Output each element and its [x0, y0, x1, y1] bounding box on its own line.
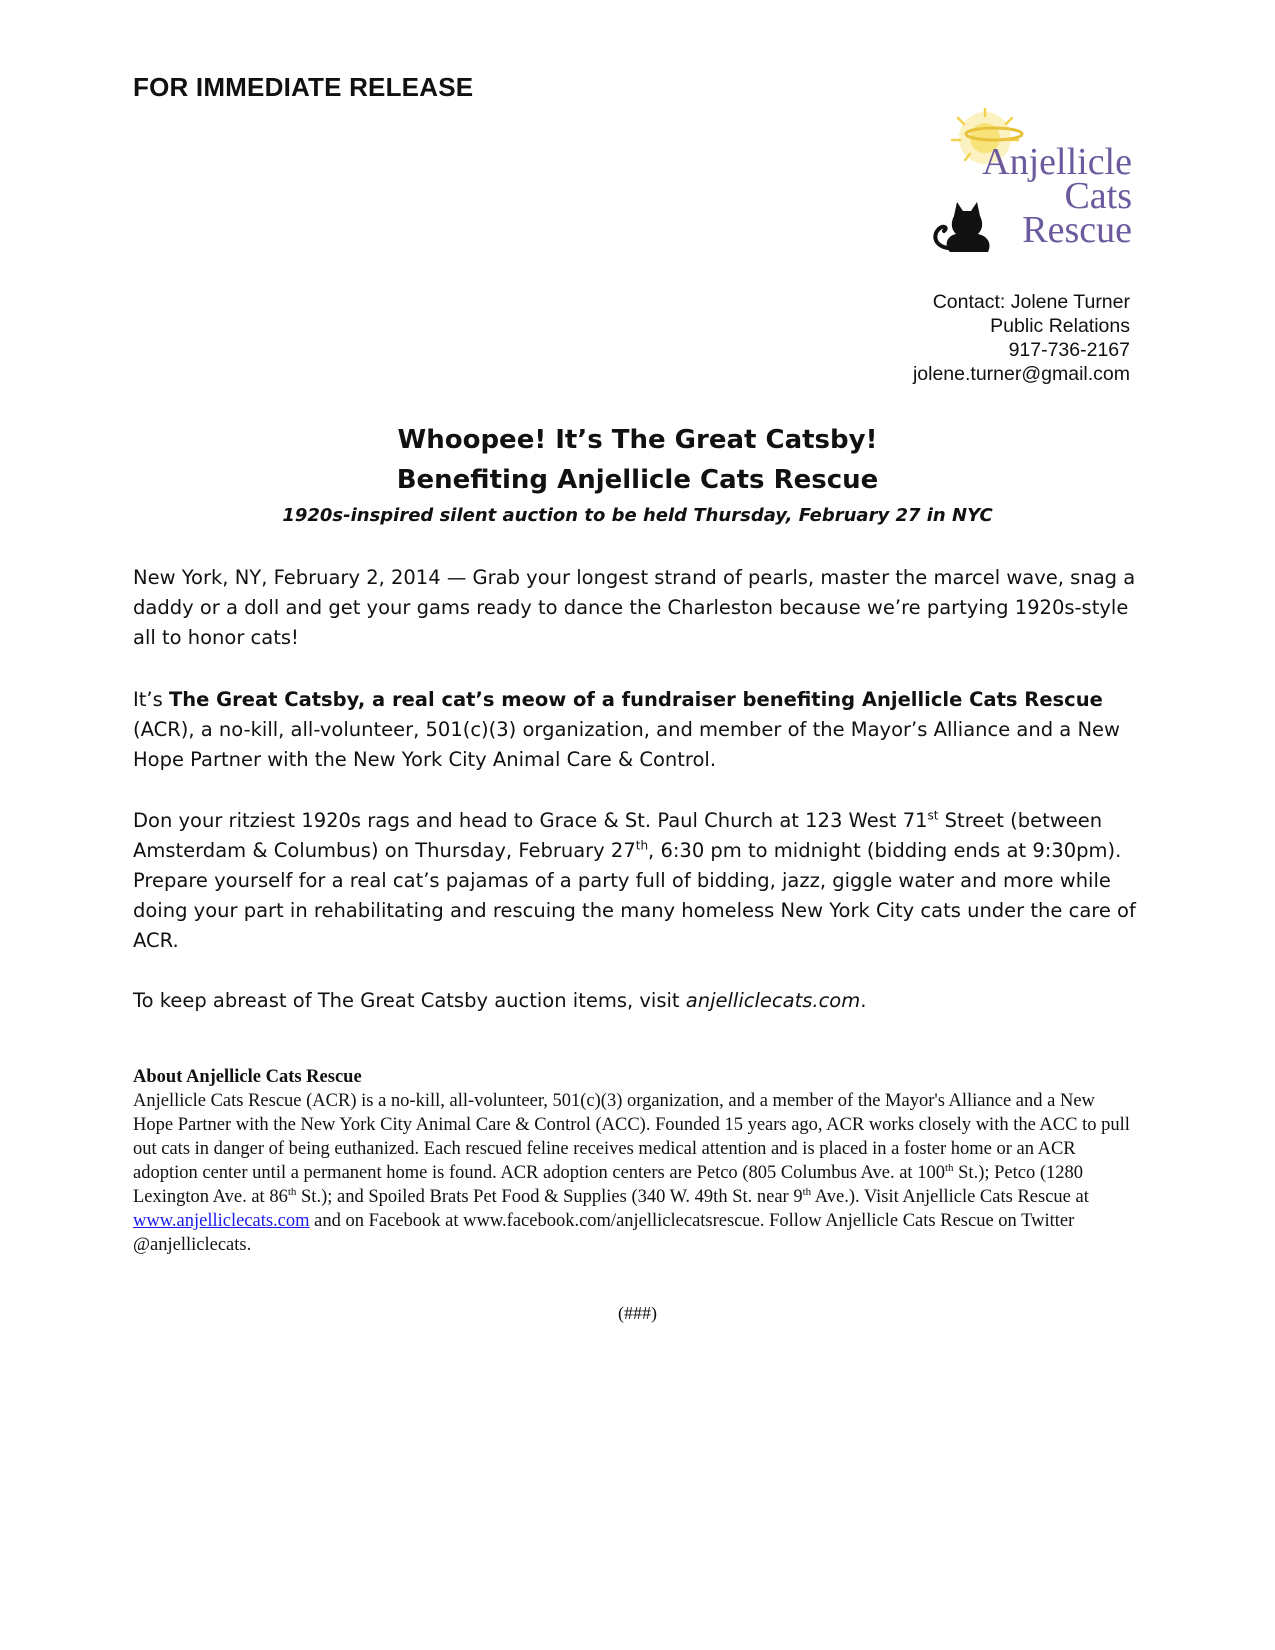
contact-phone: 917-736-2167 — [1008, 339, 1130, 361]
anjellicle-cats-logo — [930, 108, 1140, 258]
superscript: th — [635, 838, 649, 853]
about-text: Anjellicle Cats Rescue (ACR) is a no-kill, all-volunteer, 501(c)(3) organization, and a member of the Mayor's Alliance and a New Hope Partner with the New York City Animal Care & Control (ACC). Founded 15 years ago, ACR works closely with the ACC to pull out cats in danger of being euthanized. Each rescued feline receives medical attention and is placed in a foster home or an ACR adoption center until a permanent home is found. ACR adoption centers are Petco (805 Columbus Ave. at 100th St.); Petco (1280 Lexington Ave. at 86th St.); and Spoiled Brats Pet Food & Supplies (340 W. 49th St. near 9th Ave.). Visit Anjellicle Cats Rescue at www.anjelliclecats.com and on Facebook at www.facebook.com/anjelliclecatsrescue. Follow Anjellicle Cats Rescue on Twitter @anjelliclecats. — [133, 1091, 1130, 1255]
superscript: th — [802, 1185, 812, 1198]
about-title: About Anjellicle Cats Rescue — [133, 1067, 362, 1087]
body-paragraph-1 — [133, 563, 1143, 653]
body-paragraph-2 — [133, 685, 1143, 775]
about-website-link[interactable]: www.anjelliclecats.com — [133, 1211, 310, 1231]
end-mark: (###) — [618, 1303, 657, 1323]
paragraph-text: It’s — [133, 688, 169, 711]
website-link[interactable]: anjelliclecats.com — [685, 989, 861, 1012]
paragraph-bold-text: The Great Catsby, a real cat’s meow of a fundraiser benefiting Anjellicle Cats Rescue — [168, 688, 1103, 711]
headline-subtitle: Benefiting Anjellicle Cats Rescue — [396, 465, 879, 495]
logo-line3: Rescue — [1022, 209, 1132, 251]
superscript: th — [944, 1161, 954, 1174]
superscript: th — [287, 1185, 297, 1198]
paragraph-text: . — [860, 989, 867, 1012]
headline-title: Whoopee! It’s The Great Catsby! — [397, 425, 878, 455]
superscript: st — [927, 808, 939, 823]
contact-name: Contact: Jolene Turner — [932, 291, 1130, 313]
release-label: FOR IMMEDIATE RELEASE — [133, 72, 474, 102]
logo-line1: Anjellicle — [982, 141, 1132, 183]
black-cat-icon — [935, 202, 989, 252]
paragraph-text: (ACR), a no-kill, all-volunteer, 501(c)(3) organization, and member of the Mayor’s Alliance and a New Hope Partner with the New York City Animal Care & Control. — [133, 718, 1120, 771]
contact-role: Public Relations — [990, 315, 1130, 337]
body-paragraph-4 — [133, 986, 1143, 1016]
about-section — [133, 1065, 1133, 1257]
contact-email: jolene.turner@gmail.com — [912, 363, 1130, 385]
paragraph-text: Don your ritziest 1920s rags and head to Grace & St. Paul Church at 123 West 71 — [133, 809, 928, 832]
paragraph-text: Street (between Amsterdam & Columbus) on Thursday, February 27 — [133, 809, 1103, 862]
contact-block — [913, 290, 1130, 386]
body-paragraph-3 — [133, 806, 1143, 956]
headline-subhead: 1920s-inspired silent auction to be held Thursday, February 27 in NYC — [282, 505, 993, 526]
logo-line2: Cats — [1064, 175, 1132, 217]
paragraph-text: , 6:30 pm to midnight (bidding ends at 9:30pm). Prepare yourself for a real cat’s pajamas of a party full of bidding, jazz, giggle water and more while doing your part in rehabilitating and rescuing the many homeless New York City cats under the care of ACR. — [133, 839, 1136, 952]
paragraph-text: To keep abreast of The Great Catsby auction items, visit — [133, 989, 686, 1012]
paragraph-text: New York, NY, February 2, 2014 — Grab your longest strand of pearls, master the marcel wave, snag a daddy or a doll and get your gams ready to dance the Charleston because we’re partying 1920s-style all to honor cats! — [133, 566, 1136, 649]
